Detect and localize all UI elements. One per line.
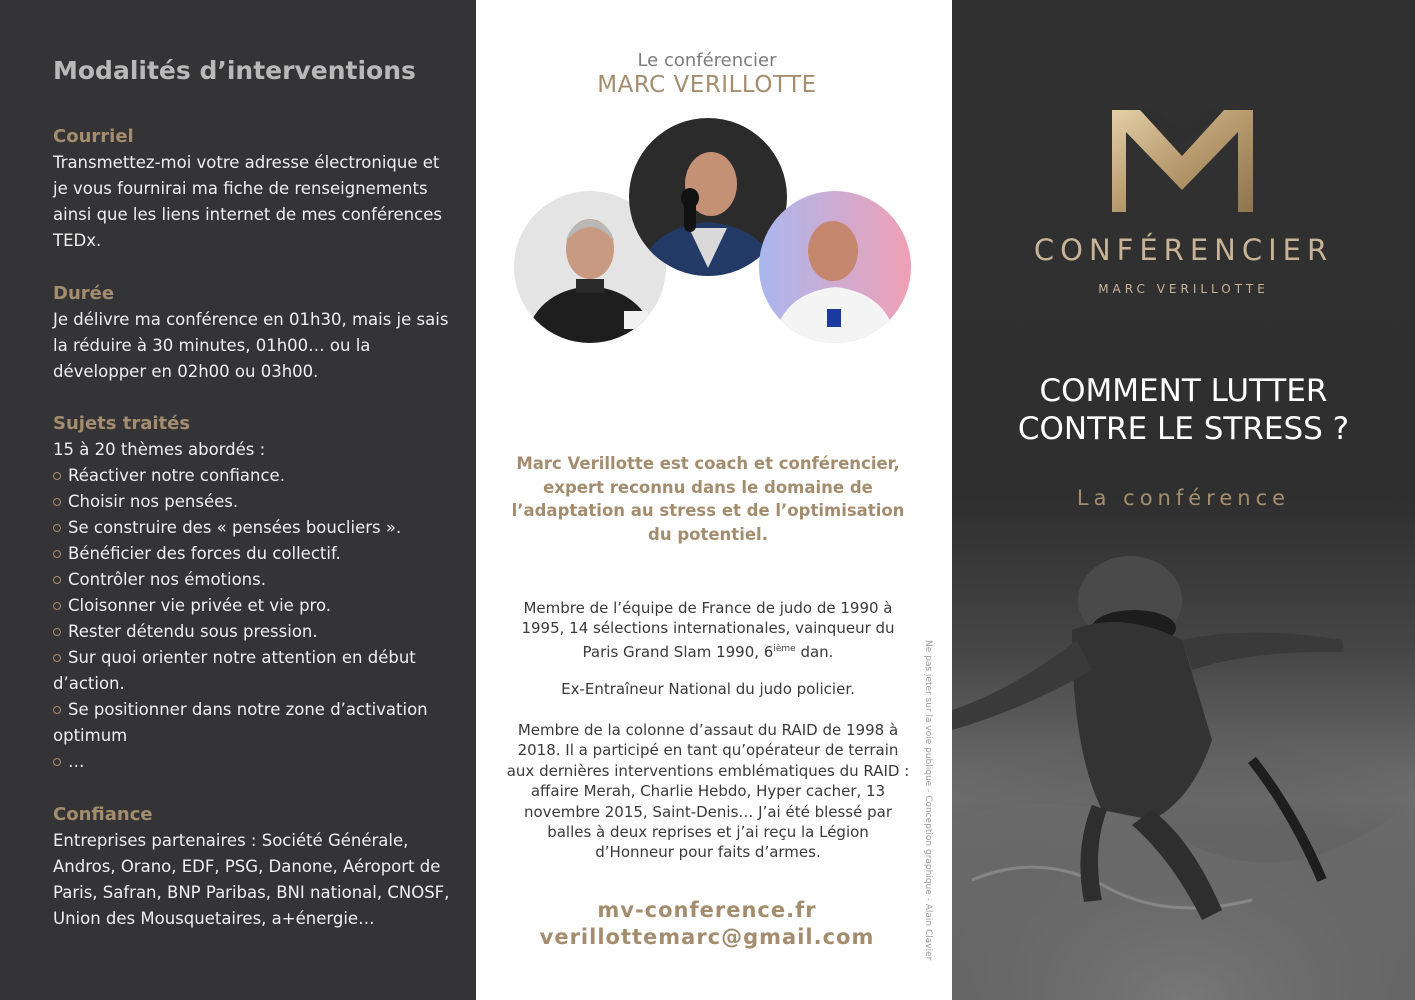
photo-judo xyxy=(759,191,911,343)
confiance-heading: Confiance xyxy=(53,804,153,825)
speaker-panel xyxy=(476,0,952,1000)
brand-subtitle: MARC VERILLOTTE xyxy=(1098,282,1269,296)
list-item xyxy=(53,541,453,567)
list-item xyxy=(53,489,453,515)
bullet-icon xyxy=(53,602,61,610)
modalities-title: Modalités d’interventions xyxy=(53,56,416,85)
bio-raid: Membre de la colonne d’assaut du RAID de 1998 à 2018. Il a participé en tant qu’opérateur de terrain aux dernières interventions emblématiques du RAID : affaire Merah, Charlie Hebdo, Hyper cacher, 13 novembre 2015, Saint-Denis… J’ai été blessé par balles à deux reprises et j’ai reçu la Légion d’Honneur pour faits d’armes. xyxy=(506,721,910,862)
skydiver-image xyxy=(952,520,1415,1000)
bullet-icon xyxy=(53,576,61,584)
bio-judo-sup: ième xyxy=(773,643,796,654)
list-item xyxy=(53,593,453,619)
duree-heading: Durée xyxy=(53,283,115,304)
confiance-section xyxy=(53,802,453,932)
bullet-icon xyxy=(53,550,61,558)
courriel-text: Transmettez-moi votre adresse électronique et je vous fournirai ma fiche de renseignements ainsi que les liens internet de mes conférences TEDx. xyxy=(53,153,442,250)
duree-section xyxy=(53,281,453,385)
list-item xyxy=(53,463,453,489)
bullet-icon xyxy=(53,706,61,714)
intro-text: est coach et conférencier, expert reconnu dans le domaine de l’adaptation au stress et de l’optimisation du potentiel. xyxy=(511,454,905,544)
list-item-label: Se construire des « pensées boucliers ». xyxy=(68,518,402,537)
list-item-label: … xyxy=(68,752,85,771)
list-item xyxy=(53,619,453,645)
list-item xyxy=(53,749,453,775)
headline-line-2: CONTRE LE STRESS ? xyxy=(1017,411,1350,447)
duree-text: Je délivre ma conférence en 01h30, mais je sais la réduire à 30 minutes, 01h00… ou la développer en 02h00 ou 03h00. xyxy=(53,310,449,381)
courriel-section xyxy=(53,124,453,254)
bullet-icon xyxy=(53,524,61,532)
speaker-intro xyxy=(506,452,910,546)
confiance-text: Entreprises partenaires : Société Générale, Andros, Orano, EDF, PSG, Danone, Aéroport de Paris, Safran, BNP Paribas, BNI national, CNOSF, Union des Mousquetaires, a+énergie… xyxy=(53,831,450,928)
bio-judo xyxy=(506,598,910,662)
cover-panel xyxy=(952,0,1415,1000)
sujets-section xyxy=(53,411,453,775)
speaker-name: MARC VERILLOTTE xyxy=(597,72,817,98)
list-item xyxy=(53,645,453,697)
modalities-panel xyxy=(0,0,476,1000)
bio-judo-text: Membre de l’équipe de France de judo de 1990 à 1995, 14 sélections internationales, vainqueur du Paris Grand Slam 1990, 6 xyxy=(521,599,895,661)
list-item-label: Réactiver notre confiance. xyxy=(68,466,285,485)
bullet-icon xyxy=(53,472,61,480)
bullet-icon xyxy=(53,498,61,506)
list-item xyxy=(53,567,453,593)
list-item-label: Rester détendu sous pression. xyxy=(68,622,318,641)
list-item xyxy=(53,515,453,541)
list-item xyxy=(53,697,453,749)
design-credit: Ne pas jeter sur la voie publique - Conception graphique - Alain Clavier xyxy=(923,640,933,961)
bio-coach: Ex-Entraîneur National du judo policier. xyxy=(561,680,855,698)
list-item-label: Bénéficier des forces du collectif. xyxy=(68,544,341,563)
sujets-intro: 15 à 20 thèmes abordés : xyxy=(53,440,266,459)
cover-tagline: La conférence xyxy=(1076,486,1291,510)
courriel-heading: Courriel xyxy=(53,126,134,147)
headline-line-1: COMMENT LUTTER xyxy=(1039,373,1328,409)
intro-name: Marc Verillotte xyxy=(516,454,655,473)
brand-title: CONFÉRENCIER xyxy=(1033,233,1334,267)
list-item-label: Sur quoi orienter notre attention en début d’action. xyxy=(53,648,416,693)
website-link[interactable]: mv-conference.fr xyxy=(597,898,817,922)
sujets-heading: Sujets traités xyxy=(53,413,191,434)
list-item-label: Contrôler nos émotions. xyxy=(68,570,266,589)
bullet-icon xyxy=(53,758,61,766)
list-item-label: Se positionner dans notre zone d’activation optimum xyxy=(53,700,428,745)
bullet-icon xyxy=(53,654,61,662)
list-item-label: Choisir nos pensées. xyxy=(68,492,239,511)
sujets-list xyxy=(53,463,453,775)
cover-headline xyxy=(952,372,1415,448)
list-item-label: Cloisonner vie privée et vie pro. xyxy=(68,596,332,615)
email-link[interactable]: verillottemarc@gmail.com xyxy=(539,925,875,949)
mv-logo-icon xyxy=(1110,108,1255,214)
speaker-pretitle: Le conférencier xyxy=(637,50,777,71)
bullet-icon xyxy=(53,628,61,636)
bio-judo-end: dan. xyxy=(795,642,834,661)
